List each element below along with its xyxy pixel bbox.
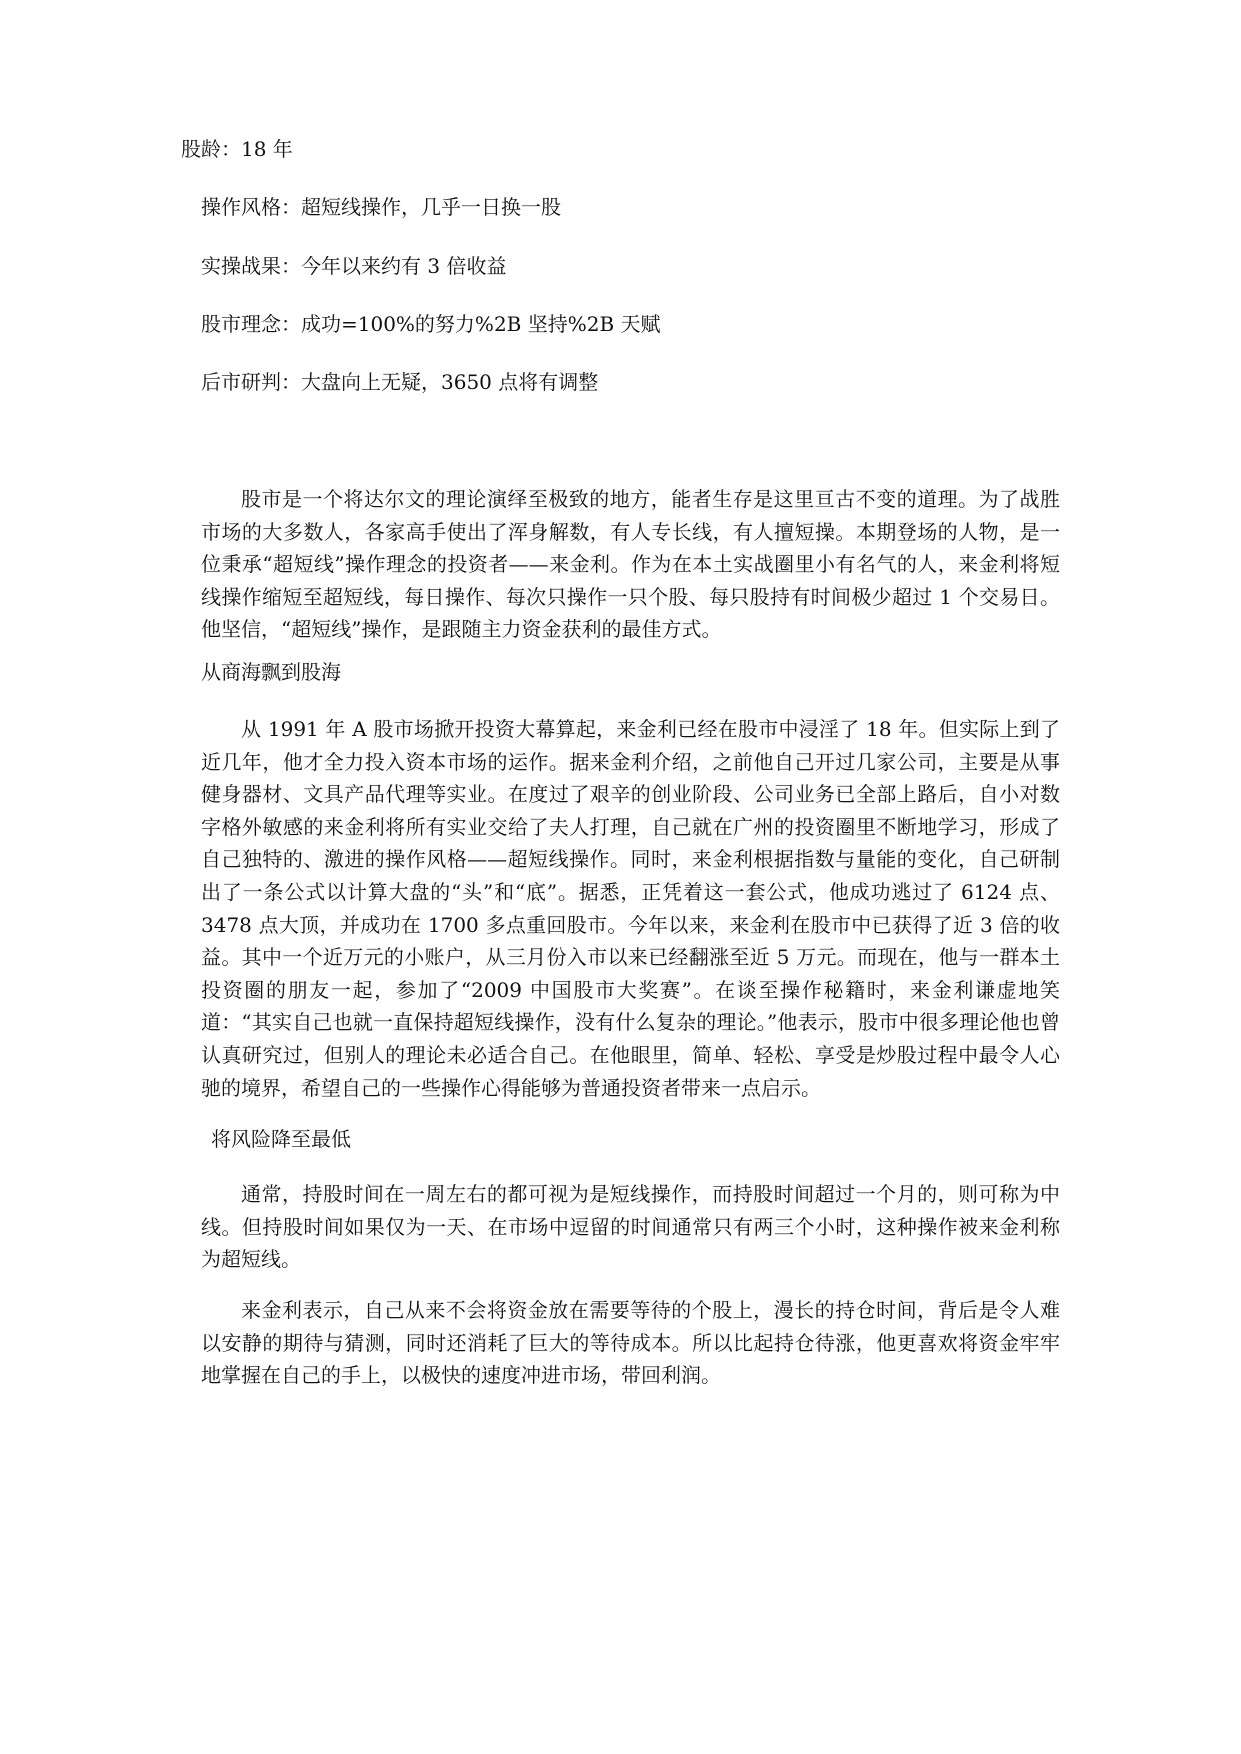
profile-market-philosophy: 股市理念：成功=100%的努力%2B 坚持%2B 天赋 (201, 312, 661, 336)
profile-stock-age: 股龄：18 年 (181, 137, 293, 161)
profile-trading-style: 操作风格：超短线操作，几乎一日换一股 (201, 195, 561, 219)
article-body-paragraph-2: 通常，持股时间在一周左右的都可视为是短线操作，而持股时间超过一个月的，则可称为中线。但持股时间如果仅为一天、在市场中逗留的时间通常只有两三个小时，这种操作被来金利称为超短线。 (201, 1182, 1060, 1272)
profile-trading-result: 实操战果：今年以来约有 3 倍收益 (201, 254, 507, 278)
profile-market-outlook: 后市研判：大盘向上无疑，3650 点将有调整 (201, 370, 599, 394)
article-body-paragraph-1: 从 1991 年 A 股市场掀开投资大幕算起，来金利已经在股市中浸淫了 18 年。但实际上到了近几年，他才全力投入资本市场的运作。据来金利介绍，之前他自己开过几家公司，主要是从事健身器材、文具产品代理等实业。在度过了艰辛的创业阶段、公司业务已全部上路后，自小对数字格外敏感的来金利将所有实业交给了夫人打理，自己就在广州的投资圈里不断地学习，形成了自己独特的、激进的操作风格——超短线操作。同时，来金利根据指数与量能的变化，自己研制出了一条公式以计算大盘的“头”和“底”。据悉，正凭着这一套公式，他成功逃过了 6124 点、3478 点大顶，并成功在 1700 多点重回股市。今年以来，来金利在股市中已获得了近 3 倍的收益。其中一个近万元的小账户，从三月份入市以来已经翻涨至近 5 万元。而现在，他与一群本土投资圈的朋友一起，参加了“2009 中国股市大奖赛”。在谈至操作秘籍时，来金利谦虚地笑道：“其实自己也就一直保持超短线操作，没有什么复杂的理论。”他表示，股市中很多理论他也曾认真研究过，但别人的理论未必适合自己。在他眼里，简单、轻松、享受是炒股过程中最令人心驰的境界，希望自己的一些操作心得能够为普通投资者带来一点启示。 (201, 717, 1060, 1100)
article-intro-paragraph: 股市是一个将达尔文的理论演绎至极致的地方，能者生存是这里亘古不变的道理。为了战胜市场的大多数人，各家高手使出了浑身解数，有人专长线，有人擅短操。本期登场的人物，是一位秉承“超短线”操作理念的投资者——来金利。作为在本土实战圈里小有名气的人，来金利将短线操作缩短至超短线，每日操作、每次只操作一只个股、每只股持有时间极少超过 1 个交易日。他坚信，“超短线”操作，是跟随主力资金获利的最佳方式。 (201, 487, 1060, 642)
article-body-paragraph-3: 来金利表示，自己从来不会将资金放在需要等待的个股上，漫长的持仓时间，背后是令人难以安静的期待与猜测，同时还消耗了巨大的等待成本。所以比起持仓待涨，他更喜欢将资金牢牢地掌握在自己的手上，以极快的速度冲进市场，带回利润。 (201, 1298, 1060, 1388)
section-heading-minimize-risk: 将风险降至最低 (211, 1127, 351, 1151)
section-heading-from-business-to-stocks: 从商海飘到股海 (201, 660, 341, 684)
